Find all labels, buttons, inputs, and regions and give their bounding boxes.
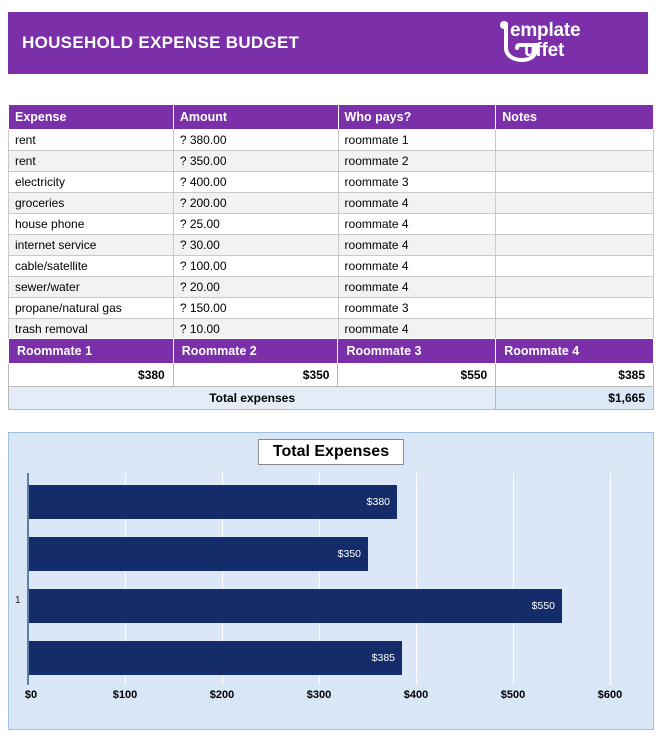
table-row — [9, 151, 654, 172]
cell-amount: ? 25.00 — [173, 214, 338, 235]
expense-table — [8, 104, 654, 340]
cell-notes — [496, 193, 654, 214]
cell-amount: ? 150.00 — [173, 298, 338, 319]
amount-roommate-2: $350 — [173, 364, 338, 387]
cell-who-pays: roommate 4 — [338, 256, 496, 277]
gridline — [513, 473, 514, 685]
chart-bar — [29, 537, 368, 571]
cell-notes — [496, 256, 654, 277]
cell-who-pays: roommate 4 — [338, 235, 496, 256]
cell-notes — [496, 235, 654, 256]
cell-expense: cable/satellite — [9, 256, 174, 277]
column-header-roommate-4: Roommate 4 — [496, 339, 654, 364]
chart-bar-label: $550 — [531, 600, 555, 612]
amount-roommate-3: $550 — [338, 364, 496, 387]
cell-amount: ? 380.00 — [173, 130, 338, 151]
x-axis-tick: $400 — [403, 689, 429, 701]
expense-table-header-row — [9, 105, 654, 130]
gridline — [416, 473, 417, 685]
cell-notes — [496, 172, 654, 193]
cell-who-pays: roommate 4 — [338, 193, 496, 214]
cell-notes — [496, 298, 654, 319]
cell-who-pays: roommate 1 — [338, 130, 496, 151]
cell-expense: internet service — [9, 235, 174, 256]
table-row — [9, 319, 654, 340]
chart-bar-label: $380 — [366, 496, 390, 508]
cell-amount: ? 30.00 — [173, 235, 338, 256]
table-row — [9, 193, 654, 214]
document-header — [8, 12, 648, 74]
column-header-expense: Expense — [9, 105, 174, 130]
cell-notes — [496, 130, 654, 151]
total-expenses-value: $1,665 — [496, 387, 654, 410]
cell-expense: trash removal — [9, 319, 174, 340]
cell-notes — [496, 319, 654, 340]
summary-amounts-row — [9, 364, 654, 387]
cell-expense: sewer/water — [9, 277, 174, 298]
table-row — [9, 214, 654, 235]
cell-amount: ? 400.00 — [173, 172, 338, 193]
cell-expense: groceries — [9, 193, 174, 214]
table-row — [9, 130, 654, 151]
cell-expense: propane/natural gas — [9, 298, 174, 319]
cell-expense: house phone — [9, 214, 174, 235]
roommate-summary-table — [8, 338, 654, 410]
logo-text-top: emplate — [510, 20, 581, 41]
chart-plot-area — [27, 473, 609, 685]
cell-amount: ? 100.00 — [173, 256, 338, 277]
cell-who-pays: roommate 3 — [338, 298, 496, 319]
page-title: HOUSEHOLD EXPENSE BUDGET — [22, 33, 300, 52]
gridline — [610, 473, 611, 685]
total-expenses-chart — [8, 432, 654, 730]
x-axis-tick: $0 — [24, 689, 38, 701]
chart-y-axis-label: 1 — [15, 595, 21, 606]
chart-x-axis — [9, 689, 655, 709]
cell-amount: ? 10.00 — [173, 319, 338, 340]
table-row — [9, 277, 654, 298]
chart-title: Total Expenses — [258, 439, 404, 465]
table-row — [9, 172, 654, 193]
logo-text-bottom: uffet — [524, 40, 565, 61]
column-header-notes: Notes — [496, 105, 654, 130]
column-header-roommate-1: Roommate 1 — [9, 339, 174, 364]
chart-bar — [29, 641, 402, 675]
chart-bar-label: $385 — [371, 652, 395, 664]
amount-roommate-1: $380 — [9, 364, 174, 387]
cell-notes — [496, 277, 654, 298]
cell-expense: rent — [9, 130, 174, 151]
x-axis-tick: $500 — [500, 689, 526, 701]
cell-amount: ? 20.00 — [173, 277, 338, 298]
x-axis-tick: $100 — [112, 689, 138, 701]
table-row — [9, 256, 654, 277]
x-axis-tick: $600 — [597, 689, 623, 701]
column-header-amount: Amount — [173, 105, 338, 130]
amount-roommate-4: $385 — [496, 364, 654, 387]
column-header-who-pays: Who pays? — [338, 105, 496, 130]
cell-expense: rent — [9, 151, 174, 172]
cell-who-pays: roommate 4 — [338, 214, 496, 235]
summary-header-row — [9, 339, 654, 364]
cell-amount: ? 350.00 — [173, 151, 338, 172]
table-row — [9, 298, 654, 319]
cell-who-pays: roommate 4 — [338, 319, 496, 340]
x-axis-tick: $200 — [209, 689, 235, 701]
cell-who-pays: roommate 3 — [338, 172, 496, 193]
cell-who-pays: roommate 4 — [338, 277, 496, 298]
cell-expense: electricity — [9, 172, 174, 193]
chart-bar-label: $350 — [337, 548, 361, 560]
cell-notes — [496, 151, 654, 172]
cell-notes — [496, 214, 654, 235]
x-axis-tick: $300 — [306, 689, 332, 701]
cell-amount: ? 200.00 — [173, 193, 338, 214]
column-header-roommate-3: Roommate 3 — [338, 339, 496, 364]
summary-total-row — [9, 387, 654, 410]
template-buffet-logo — [484, 18, 634, 68]
cell-who-pays: roommate 2 — [338, 151, 496, 172]
table-row — [9, 235, 654, 256]
column-header-roommate-2: Roommate 2 — [173, 339, 338, 364]
chart-bar — [29, 589, 562, 623]
chart-bar — [29, 485, 397, 519]
total-expenses-label: Total expenses — [9, 387, 496, 410]
